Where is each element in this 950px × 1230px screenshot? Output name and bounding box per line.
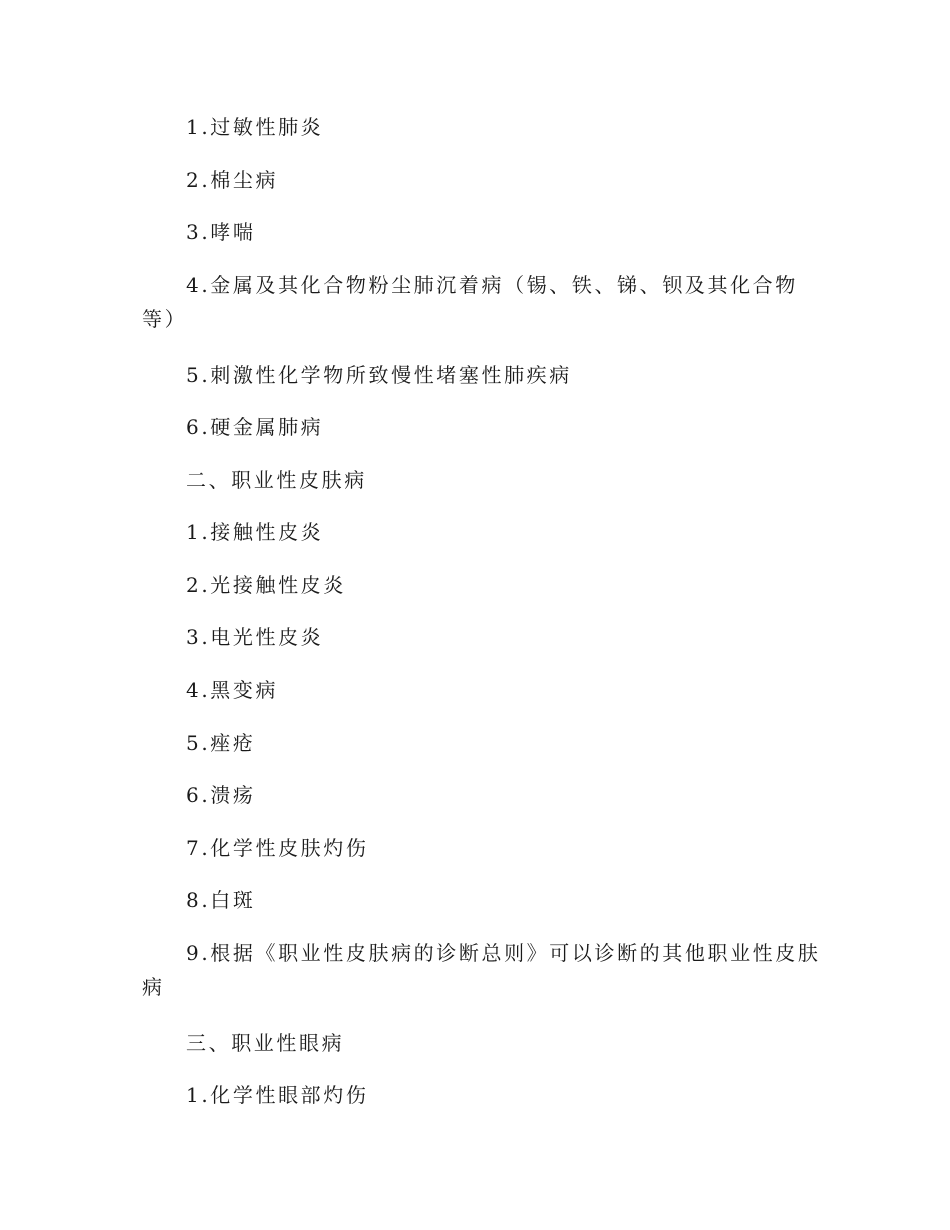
list-item: 8.白斑: [186, 888, 256, 912]
list-item: 1.接触性皮炎: [186, 520, 324, 544]
list-item: 5.刺激性化学物所致慢性堵塞性肺疾病: [186, 363, 572, 387]
list-item: 6.硬金属肺病: [186, 415, 324, 439]
list-item: 9.根据《职业性皮肤病的诊断总则》可以诊断的其他职业性皮肤病: [142, 941, 821, 999]
section-heading: 三、职业性眼病: [186, 1031, 345, 1055]
section-heading: 二、职业性皮肤病: [186, 468, 367, 492]
list-item: 1.化学性眼部灼伤: [186, 1083, 369, 1107]
list-item: 4.黑变病: [186, 678, 279, 702]
list-item: 6.溃疡: [186, 783, 256, 807]
list-item: 2.光接触性皮炎: [186, 573, 346, 597]
list-item: 1.过敏性肺炎: [186, 115, 324, 139]
list-item: 3.哮喘: [186, 220, 256, 244]
list-item: 7.化学性皮肤灼伤: [186, 836, 369, 860]
list-item: 5.痤疮: [186, 731, 256, 755]
list-item: 2.棉尘病: [186, 168, 279, 192]
list-item: 4.金属及其化合物粉尘肺沉着病（锡、铁、锑、钡及其化合物等）: [142, 273, 798, 331]
list-item: 3.电光性皮炎: [186, 625, 324, 649]
